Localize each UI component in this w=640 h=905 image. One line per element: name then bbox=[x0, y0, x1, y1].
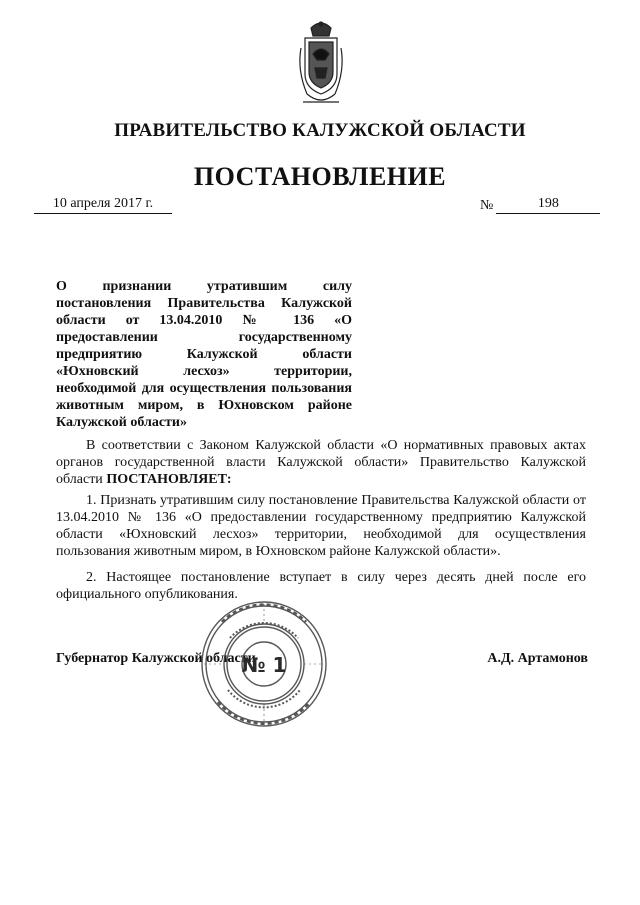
document-subject: О признании утратившим силу постановления Правительства Калужской области от 13.04.2010 № 136 «О предоставлении государственному предприятию Калужской области «Юхновский лесхоз» территории, необходимой для осуществления пользования животным миром, в Юхновском районе Калужской области» bbox=[56, 279, 352, 430]
signer-title: Губернатор Калужской области bbox=[56, 651, 256, 666]
item-1-paragraph: 1. Признать утратившим силу постановление Правительства Калужской области от 13.04.2010 № 136 «О предоставлении государственному предприятию Калужской области «Юхновский лесхоз» территории, необходимой для осуществления пользования животным миром, в Юхновском районе Калужской области». bbox=[56, 493, 586, 559]
number-value: 198 bbox=[496, 196, 600, 214]
document-type: ПОСТАНОВЛЕНИЕ bbox=[193, 162, 447, 191]
preamble-text: В соответствии с Законом Калужской области «О нормативных правовых актах органов государственной власти Калужской области» Правительство Калужской области bbox=[56, 438, 586, 487]
coat-of-arms-icon bbox=[295, 20, 347, 110]
document-date: 10 апреля 2017 г. bbox=[34, 196, 172, 214]
stamp-center: № 1 bbox=[241, 653, 287, 677]
document-number bbox=[480, 196, 600, 214]
preamble-resolves: ПОСТАНОВЛЯЕТ: bbox=[106, 472, 232, 487]
official-stamp-icon bbox=[198, 598, 330, 730]
government-title: ПРАВИТЕЛЬСТВО КАЛУЖСКОЙ ОБЛАСТИ bbox=[114, 120, 526, 141]
number-sign: № bbox=[480, 198, 494, 213]
item-2-paragraph: 2. Настоящее постановление вступает в силу через десять дней после его официального опубликования. bbox=[56, 570, 586, 602]
signer-name: А.Д. Артамонов bbox=[487, 651, 588, 666]
preamble-paragraph bbox=[56, 437, 586, 488]
